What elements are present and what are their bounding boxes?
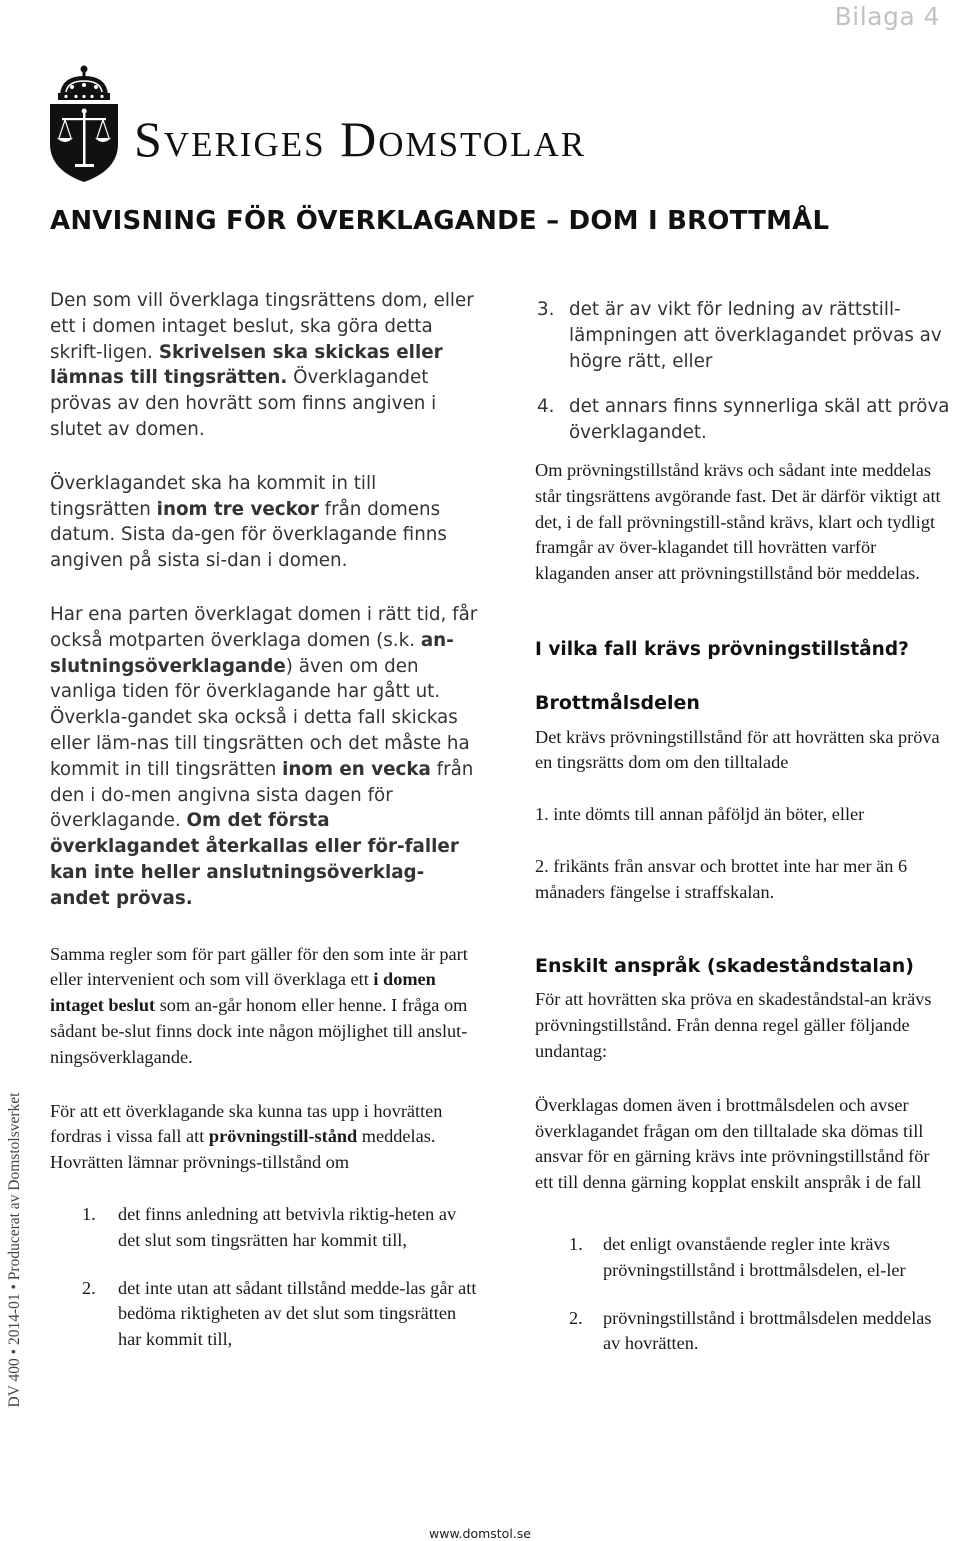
paragraph-cross-appeal: Har ena parten överklagat domen i rätt tid, får också motparten överklaga domen (s.k. an-slutningsöverklagande) även om den vanliga tiden för överklagande har gått ut. Överkla-gandet ska också i detta fall skickas eller läm-nas till tingsrätten och det måste ha kommit in till tingsrätten inom en vecka från den i do-men angivna sista dagen för överklagande. Om det första överklagandet återkallas eller för-faller kan inte heller anslutningsöverklag-andet prövas. xyxy=(50,603,478,909)
list-item-fines: 1. inte dömts till annan påföljd än böter, eller xyxy=(535,804,865,825)
list-item: 1. det finns anledning att betvivla riktig-heten av det slut som tingsrätten har kommit till, xyxy=(82,1203,457,1250)
paragraph-damages-leave: För att hovrätten ska pröva en skadeståndstal-an krävs prövningstillstånd. Från denna regel gäller följande undantag: xyxy=(535,989,932,1061)
exception-list xyxy=(535,1232,950,1357)
leave-criteria-list xyxy=(50,1202,480,1353)
paragraph-deadline: Överklagandet ska ha kommit in till tingsrätten inom tre veckor från domens datum. Sista da-gen för överklagande finns angiven på sista si-dan i domen. xyxy=(50,472,447,572)
list-item: 3. det är av vikt för ledning av rättstill-lämpningen att överklagandet prövas av högre rätt, eller xyxy=(537,299,942,372)
list-item: 1. det enligt ovanstående regler inte krävs prövningstillstånd i brottmålsdelen, el-ler xyxy=(569,1233,906,1280)
crown-scales-emblem-icon xyxy=(48,62,128,184)
side-production-note: DV 400 • 2014-01 • Producerat av Domstolsverket xyxy=(6,1092,23,1408)
paragraph-leave-consequence: Om prövningstillstånd krävs och sådant inte meddelas står tingsrättens avgörande fast. Det är därför viktigt att det, i de fall prövningstill-stånd krävs, klart och tydligt framgår av över-klagandet till hovrätten varför klaganden anser att prövningstillstånd bör meddelas. xyxy=(535,459,941,584)
subheading-criminal-part: Brottmålsdelen xyxy=(535,691,700,714)
logo xyxy=(48,62,588,184)
paragraph-appeal-intro: Den som vill överklaga tingsrättens dom, eller ett i domen intaget beslut, ska göra detta skrift-ligen. Skrivelsen ska skickas eller lämnas till tingsrätten. Överklagandet prövas av den hovrätt som finns angiven i slutet av domen. xyxy=(50,290,474,440)
footer-website: www.domstol.se xyxy=(429,1526,531,1541)
list-item: 2. prövningstillstånd i brottmålsdelen meddelas av hovrätten. xyxy=(569,1307,932,1354)
right-column xyxy=(535,297,950,1357)
logo-wordmark: Sveriges Domstolar xyxy=(134,111,587,167)
left-column xyxy=(50,288,480,1353)
paragraph-leave-to-appeal: För att ett överklagande ska kunna tas upp i hovrätten fordras i vissa fall att prövningstill-stånd meddelas. Hovrätten lämnar prövnings-tillstånd om xyxy=(50,1100,443,1173)
list-item: 2. det inte utan att sådant tillstånd medde-las går att bedöma riktigheten av det slut som tingsrätten har kommit till, xyxy=(82,1277,477,1350)
leave-criteria-list-continued xyxy=(535,297,950,446)
list-item-acquitted: 2. frikänts från ansvar och brottet inte har mer än 6 månaders fängelse i straffskalan. xyxy=(535,855,908,902)
attachment-label: Bilaga 4 xyxy=(834,2,940,31)
paragraph-exception: Överklagas domen även i brottmålsdelen och avser överklagandet frågan om den tilltalade ska dömas till ansvar för en gärning krävs inte prövningstillstånd för ett till denna gärning kopplat enskilt anspråk i de fall xyxy=(535,1094,930,1193)
paragraph-third-party: Samma regler som för part gäller för den som inte är part eller intervenient och som vill överklaga ett i domen intaget beslut som an-går honom eller henne. I fråga om sådant be-slut finns dock inte någon möjlighet till anslut-ningsöverklagande. xyxy=(50,943,468,1067)
list-item: 4. det annars finns synnerliga skäl att pröva överklagandet. xyxy=(537,396,950,444)
paragraph-criminal-leave: Det krävs prövningstillstånd för att hovrätten ska pröva en tingsrätts dom om den tilltalade xyxy=(535,726,940,773)
subheading-private-claim: Enskilt anspråk (skadeståndstalan) xyxy=(535,954,914,977)
page-title: ANVISNING FÖR ÖVERKLAGANDE – DOM I BROTTMÅL xyxy=(50,206,830,236)
section-heading-when-leave-required: I vilka fall krävs prövningstillstånd? xyxy=(535,638,909,660)
